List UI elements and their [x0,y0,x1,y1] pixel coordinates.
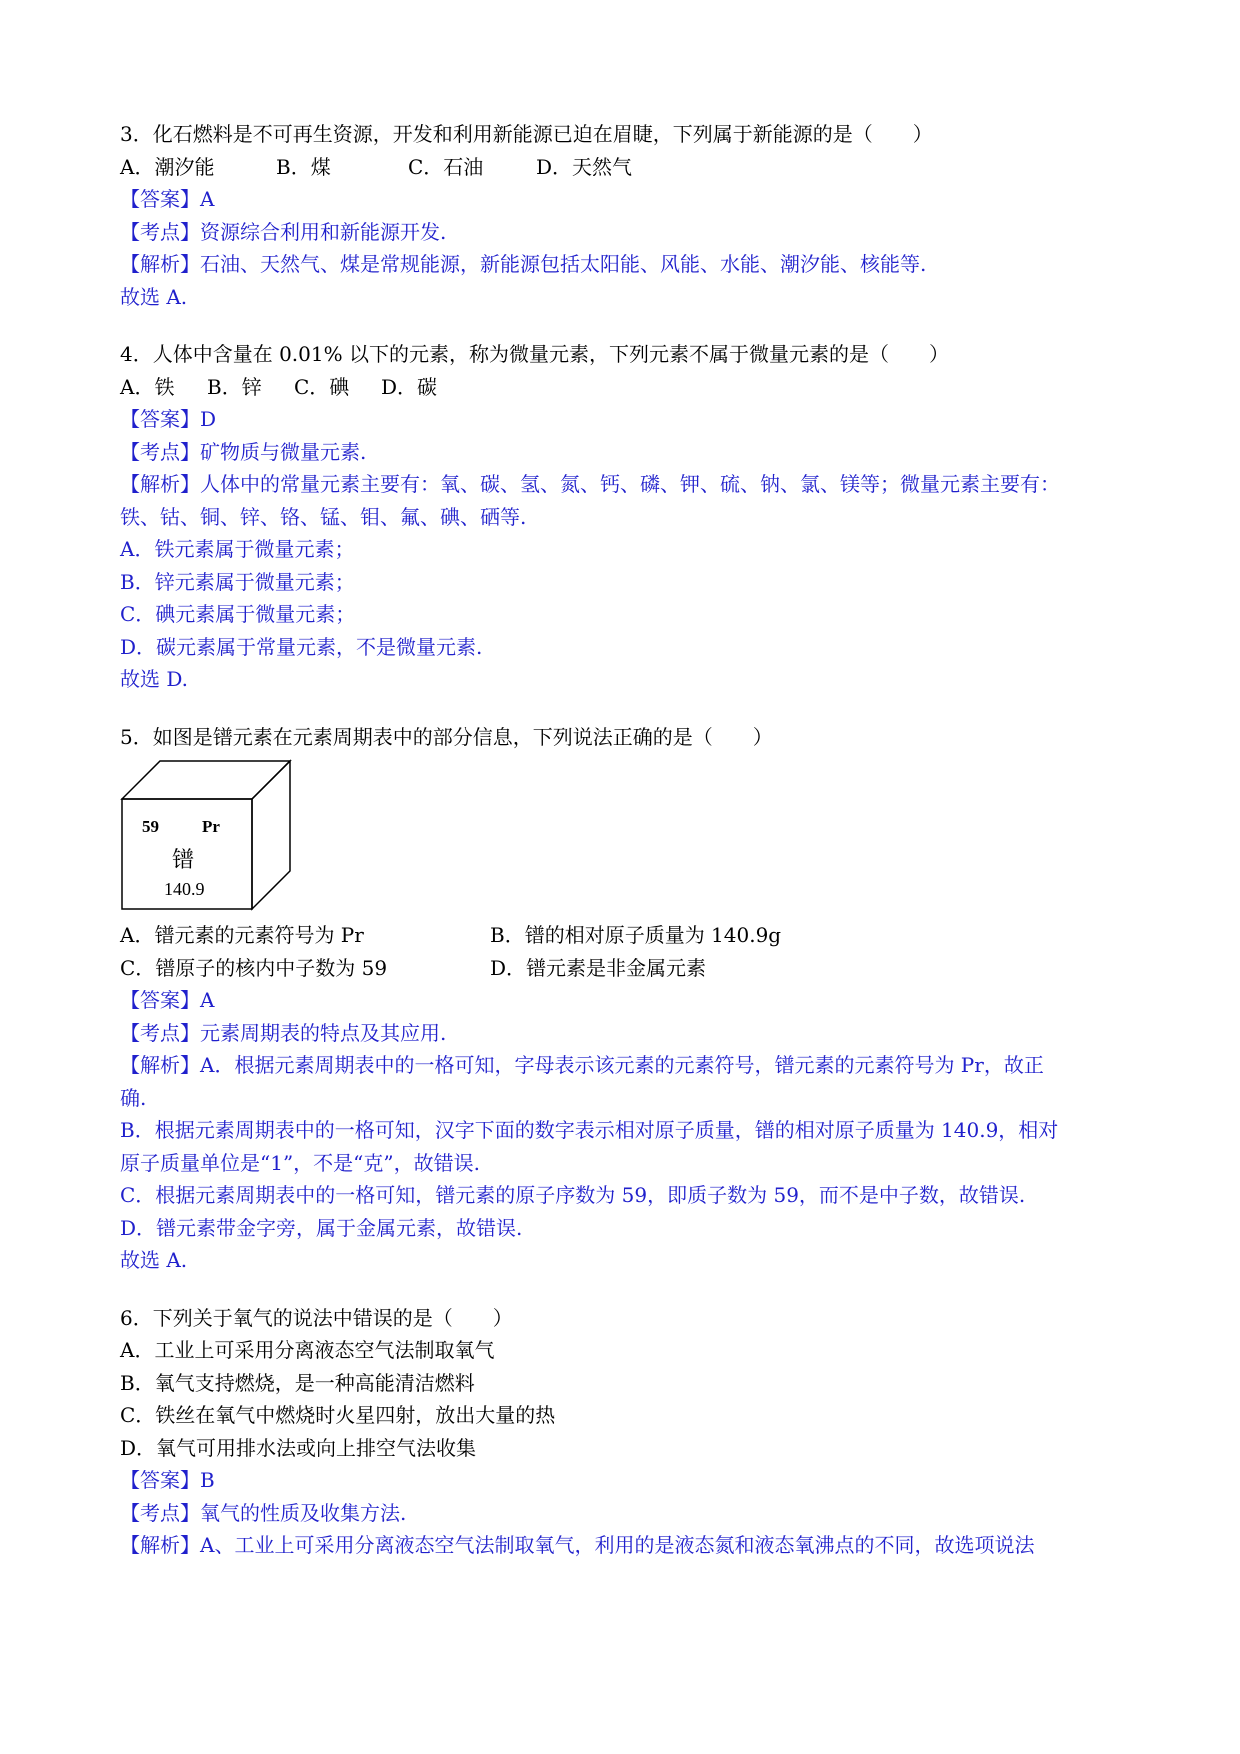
q4-options [120,371,1130,404]
q3-option-d: D．天然气 [536,154,633,179]
answer-tag: 【答案】 [120,187,200,211]
q5-analysis-line-5: C．根据元素周期表中的一格可知，镨元素的原子序数为 59，即质子数为 59，而不是中子数，故错误. [120,1183,1026,1207]
q4-item-a: A．铁元素属于微量元素； [120,537,355,561]
q5-analysis-line-1 [120,1049,1130,1082]
q5-answer [120,984,1130,1017]
q6-stem: 6．下列关于氧气的说法中错误的是（ ） [120,1305,513,1330]
q4-item-d: D．碳元素属于常量元素，不是微量元素. [120,634,483,659]
analysis-text: 石油、天然气、煤是常规能源，新能源包括太阳能、风能、水能、潮汐能、核能等. [200,252,927,276]
atomic-mass: 140.9 [164,879,205,899]
element-cell-figure [120,759,300,919]
analysis-text: A、工业上可采用分离液态空气法制取氧气，利用的是液态氮和液态氧沸点的不同，故选项说法 [200,1533,1035,1557]
answer-value: B [200,1468,215,1492]
answer-value: D [200,407,217,431]
q5-stem: 5．如图是镨元素在元素周期表中的部分信息，下列说法正确的是（ ） [120,724,773,749]
q4-conclusion: 故选 D. [120,667,189,691]
analysis-tag: 【解析】 [120,1053,200,1077]
point-value: 氧气的性质及收集方法. [200,1500,407,1525]
element-cube-drawing [120,759,300,919]
q4-option-d: D．碳 [381,374,438,399]
q6-option-b: B．氧气支持燃烧，是一种高能清洁燃料 [120,1370,475,1395]
answer-value: A [200,187,215,211]
point-tag: 【考点】 [120,219,200,244]
answer-tag: 【答案】 [120,407,200,431]
answer-value: A [200,988,215,1012]
q5-analysis-line-3: B．根据元素周期表中的一格可知，汉字下面的数字表示相对原子质量，镨的相对原子质量为 140.9，相对 [120,1118,1059,1142]
point-tag: 【考点】 [120,1500,200,1525]
q6-option-a: A．工业上可采用分离液态空气法制取氧气 [120,1338,495,1362]
element-symbol: Pr [202,817,220,836]
q3-stem: 3．化石燃料是不可再生资源，开发和利用新能源已迫在眉睫，下列属于新能源的是（ ） [120,122,933,146]
q5-analysis-line-4: 原子质量单位是“1”，不是“克”，故错误. [120,1150,480,1175]
q4-item-c: C．碘元素属于微量元素； [120,602,356,626]
q3-option-c: C．石油 [408,154,484,179]
q6-analysis [120,1529,1130,1562]
atomic-number: 59 [142,817,159,836]
point-value: 资源综合利用和新能源开发. [200,219,447,244]
analysis-text: 人体中的常量元素主要有：氧、碳、氢、氮、钙、磷、钾、硫、钠、氯、镁等；微量元素主要有： [200,472,1060,496]
q3-answer [120,183,1130,216]
q5-analysis-line-2: 确. [120,1085,147,1110]
q4-answer [120,403,1130,436]
q6-answer [120,1464,1130,1497]
analysis-tag: 【解析】 [120,252,200,276]
q3-options [120,151,1130,184]
point-value: 矿物质与微量元素. [200,439,367,464]
q4-analysis-line-2: 铁、钴、铜、锌、铬、锰、钼、氟、碘、硒等. [120,504,527,529]
q5-option-a: A．镨元素的元素符号为 Pr [120,923,364,947]
q4-stem: 4．人体中含量在 0.01% 以下的元素，称为微量元素，下列元素不属于微量元素的是（ ） [120,342,949,366]
q5-conclusion: 故选 A. [120,1248,188,1272]
q5-option-c: C．镨原子的核内中子数为 59 [120,955,388,980]
q6-point [120,1497,1130,1530]
q3-option-b: B．煤 [276,154,331,179]
q3-analysis [120,248,1130,281]
point-value: 元素周期表的特点及其应用. [200,1020,447,1045]
answer-tag: 【答案】 [120,988,200,1012]
analysis-tag: 【解析】 [120,1533,200,1557]
q5-point [120,1017,1130,1050]
point-tag: 【考点】 [120,1020,200,1045]
element-name: 镨 [172,848,195,873]
q3-point [120,216,1130,249]
q5-option-d: D．镨元素是非金属元素 [490,955,707,980]
q3-conclusion: 故选 A. [120,284,188,309]
analysis-tag: 【解析】 [120,472,200,496]
q4-option-b: B．锌 [207,374,262,399]
q4-item-b: B．锌元素属于微量元素； [120,569,355,594]
document-page [120,118,1130,1562]
q4-analysis-line-1 [120,468,1130,501]
q6-option-c: C．铁丝在氧气中燃烧时火星四射，放出大量的热 [120,1403,556,1427]
q4-point [120,436,1130,469]
q5-options [120,919,1130,984]
q3-option-a: A．潮汐能 [120,154,215,179]
q5-option-b: B．镨的相对原子质量为 140.9g [490,923,782,947]
q6-option-d: D．氧气可用排水法或向上排空气法收集 [120,1435,477,1460]
analysis-text: A．根据元素周期表中的一格可知，字母表示该元素的元素符号，镨元素的元素符号为 Pr，故正 [200,1053,1044,1077]
point-tag: 【考点】 [120,439,200,464]
q4-option-a: A．铁 [120,374,175,399]
q4-option-c: C．碘 [294,374,350,399]
answer-tag: 【答案】 [120,1468,200,1492]
q5-analysis-line-6: D．镨元素带金字旁，属于金属元素，故错误. [120,1215,523,1240]
